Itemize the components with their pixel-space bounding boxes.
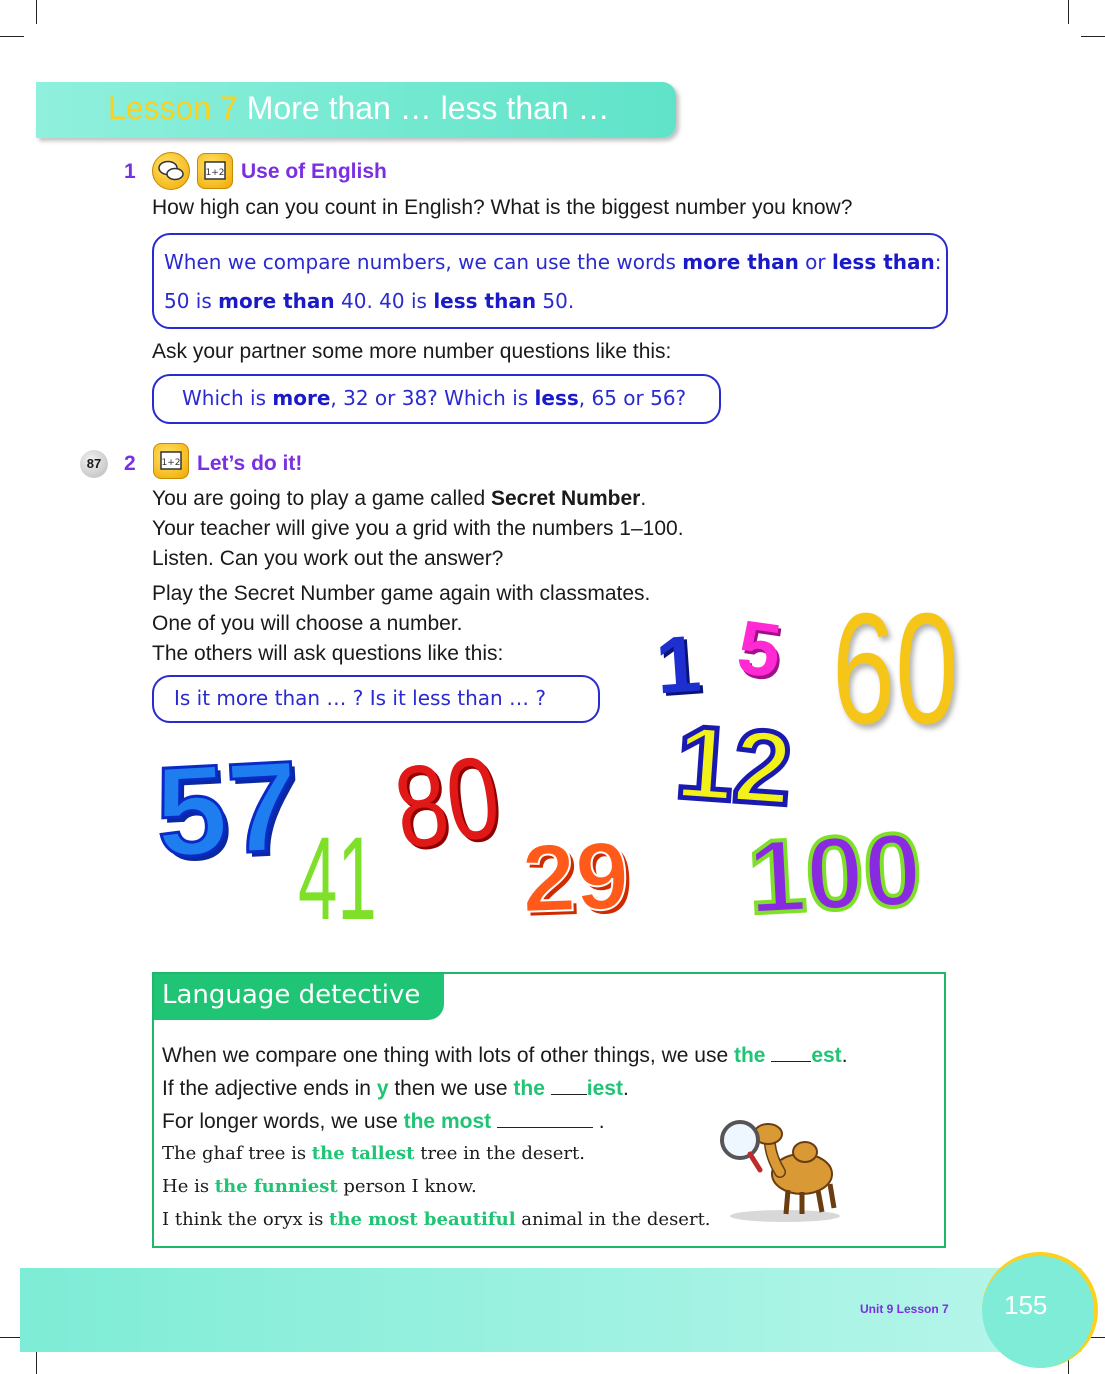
language-detective-title: Language detective xyxy=(162,980,421,1010)
decor-number-29: 29 xyxy=(520,822,631,933)
question-box-1-text: Which is more, 32 or 38? Which is less, 65 or 56? xyxy=(182,386,687,410)
info-box-line-2: 50 is more than 40. 40 is less than 50. xyxy=(164,289,575,313)
detective-rule-1: When we compare one thing with lots of other things, we use the est. xyxy=(162,1044,848,1067)
detective-rule-3: For longer words, we use the most . xyxy=(162,1110,605,1133)
decor-number-41: 41 xyxy=(298,813,377,945)
decor-number-80: 80 xyxy=(387,730,508,874)
question-box-2-text: Is it more than … ? Is it less than … ? xyxy=(174,686,547,710)
exercise-1-question: How high can you count in English? What is the biggest number you know? xyxy=(152,196,853,219)
number-book-icon xyxy=(153,443,189,479)
svg-text:1+2: 1+2 xyxy=(161,458,181,468)
crop-mark xyxy=(1068,0,1069,24)
decor-number-12: 12 xyxy=(672,704,796,828)
info-box xyxy=(152,233,948,329)
crop-mark xyxy=(0,36,24,37)
decor-number-5: 5 xyxy=(732,604,787,695)
exercise-2-line-2: Your teacher will give you a grid with the numbers 1–100. xyxy=(152,517,684,540)
exercise-2-line-1: You are going to play a game called Secret Number. xyxy=(152,487,647,510)
exercise-2-line-6: The others will ask questions like this: xyxy=(152,642,504,665)
crop-mark xyxy=(36,1350,37,1374)
decor-number-1: 1 xyxy=(652,618,704,711)
crop-mark xyxy=(36,0,37,24)
exercise-2-line-3: Listen. Can you work out the answer? xyxy=(152,547,504,570)
crop-mark xyxy=(1081,36,1105,37)
exercise-1-number: 1 xyxy=(124,160,136,183)
exercise-2-line-4: Play the Secret Number game again with classmates. xyxy=(152,582,651,605)
number-book-icon xyxy=(197,153,233,189)
exercise-2-number: 2 xyxy=(124,452,136,475)
detective-example-2: He is the funniest person I know. xyxy=(162,1176,477,1197)
svg-text:1+2: 1+2 xyxy=(205,168,225,178)
exercise-1-prompt: Ask your partner some more number questions like this: xyxy=(152,340,672,363)
detective-example-3: I think the oryx is the most beautiful animal in the desert. xyxy=(162,1209,711,1230)
speech-bubbles-icon xyxy=(152,152,190,190)
lesson-title xyxy=(108,90,610,127)
detective-rule-2: If the adjective ends in y then we use the iest. xyxy=(162,1077,629,1100)
exercise-1-title: Use of English xyxy=(241,160,387,183)
page-number: 155 xyxy=(1004,1290,1048,1320)
camel-with-magnifying-glass-icon xyxy=(710,1112,850,1224)
decor-number-60: 60 xyxy=(832,581,959,757)
audio-track-icon[interactable] xyxy=(80,450,108,478)
lesson-title-text: More than … less than … xyxy=(237,90,610,126)
exercise-2-title: Let’s do it! xyxy=(197,452,303,475)
detective-example-1: The ghaf tree is the tallest tree in the desert. xyxy=(162,1143,585,1164)
unit-label: Unit 9 Lesson 7 xyxy=(860,1302,949,1316)
decor-number-100: 100 xyxy=(745,811,925,937)
exercise-2-line-5: One of you will choose a number. xyxy=(152,612,463,635)
audio-track-number: 87 xyxy=(86,456,102,471)
lesson-number: Lesson 7 xyxy=(108,90,238,126)
info-box-line-1: When we compare numbers, we can use the words more than or less than: xyxy=(164,250,942,274)
decor-number-57: 57 xyxy=(152,734,302,885)
